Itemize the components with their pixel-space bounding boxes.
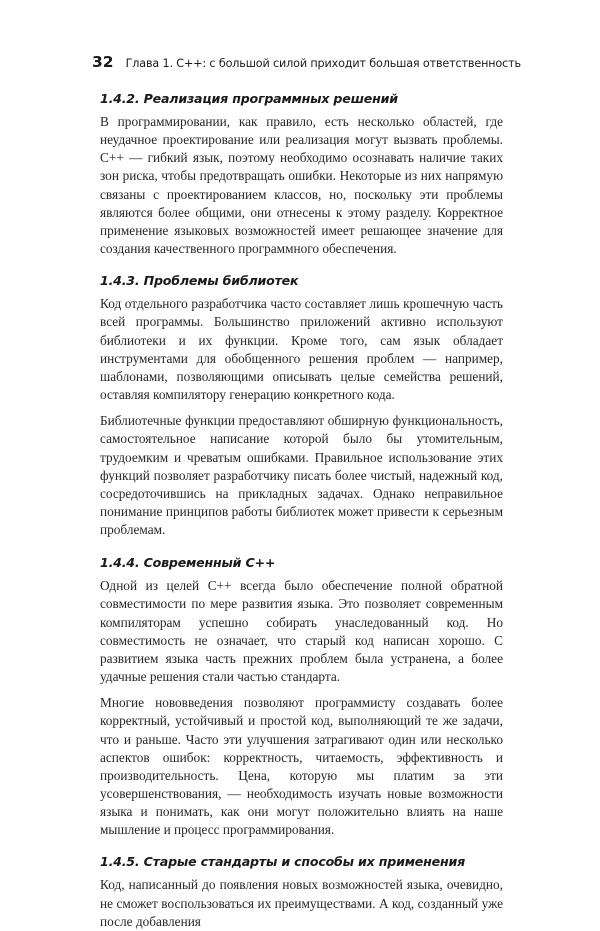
paragraph: Код, написанный до появления новых возможностей языка, очевидно, не сможет воспользоваться их преимуществами. А код, созданный уже после добавления (100, 877, 503, 929)
running-head (92, 53, 521, 73)
paragraph: В программировании, как правило, есть несколько областей, где неудачное проектирование или реализация могут вызвать проблемы. С++ — гибкий язык, поэтому необходимо осознавать наличие таких зон риска, чтобы предотвращать ошибки. Некоторые из них напрямую связаны с проектированием классов, но, поскольку эти проблемы являются более общими, они отнесены к этому разделу. Корректное применение языковых возможностей имеет решающее значение для создания качественного программного обеспечения. (100, 114, 503, 257)
section-heading-1-4-4: 1.4.4. Современный С++ (100, 555, 276, 571)
paragraph: Одной из целей С++ всегда было обеспечение полной обратной совместимости по мере развития языка. Это позволяет современным компиляторам успешно собирать унаследованный код. Но совместимость не означает, что старый код написан хорошо. С развитием языка часть прежних проблем была устранена, а более удачные решения стали частью стандарта. (100, 578, 503, 685)
page-content (100, 90, 503, 931)
paragraph: Многие нововведения позволяют программисту создавать более корректный, устойчивый и простой код, выполняющий те же задачи, что и раньше. Часто эти улучшения затрагивают один или несколько аспектов ошибок: корректность, читаемость, эффективность и производительность. Цена, которую мы платим за эти усовершенствования, — необходимость изучать новые возможности языка и понимать, как они могут положительно влиять на наше мышление и процесс программирования. (100, 695, 503, 838)
section-heading-1-4-2: 1.4.2. Реализация программных решений (100, 91, 398, 106)
paragraph: Код отдельного разработчика часто составляет лишь крошечную часть всей программы. Большинство приложений активно используют библиотеки и их функции. Кроме того, сам язык обладает инструментами для обобщенного решения проблем — например, шаблонами, позволяющими описывать целые семейства решений, оставляя компилятору генерацию конкретного кода. (100, 296, 503, 403)
section-heading-1-4-5: 1.4.5. Старые стандарты и способы их применения (100, 854, 465, 870)
paragraph: Библиотечные функции предоставляют обширную функциональность, самостоятельное написание которой было бы утомительным, трудоемким и чреватым ошибками. Правильное использование этих функций позволяет разработчику писать более чистый, надежный код, сосредоточившись на прикладных задачах. Однако неправильное понимание принципов работы библиотек может привести к серьезным проблемам. (100, 413, 503, 538)
page-number: 32 (92, 53, 114, 71)
running-title: Глава 1. С++: с большой силой приходит большая ответственность (125, 57, 521, 70)
section-heading-1-4-3: 1.4.3. Проблемы библиотек (100, 273, 299, 289)
